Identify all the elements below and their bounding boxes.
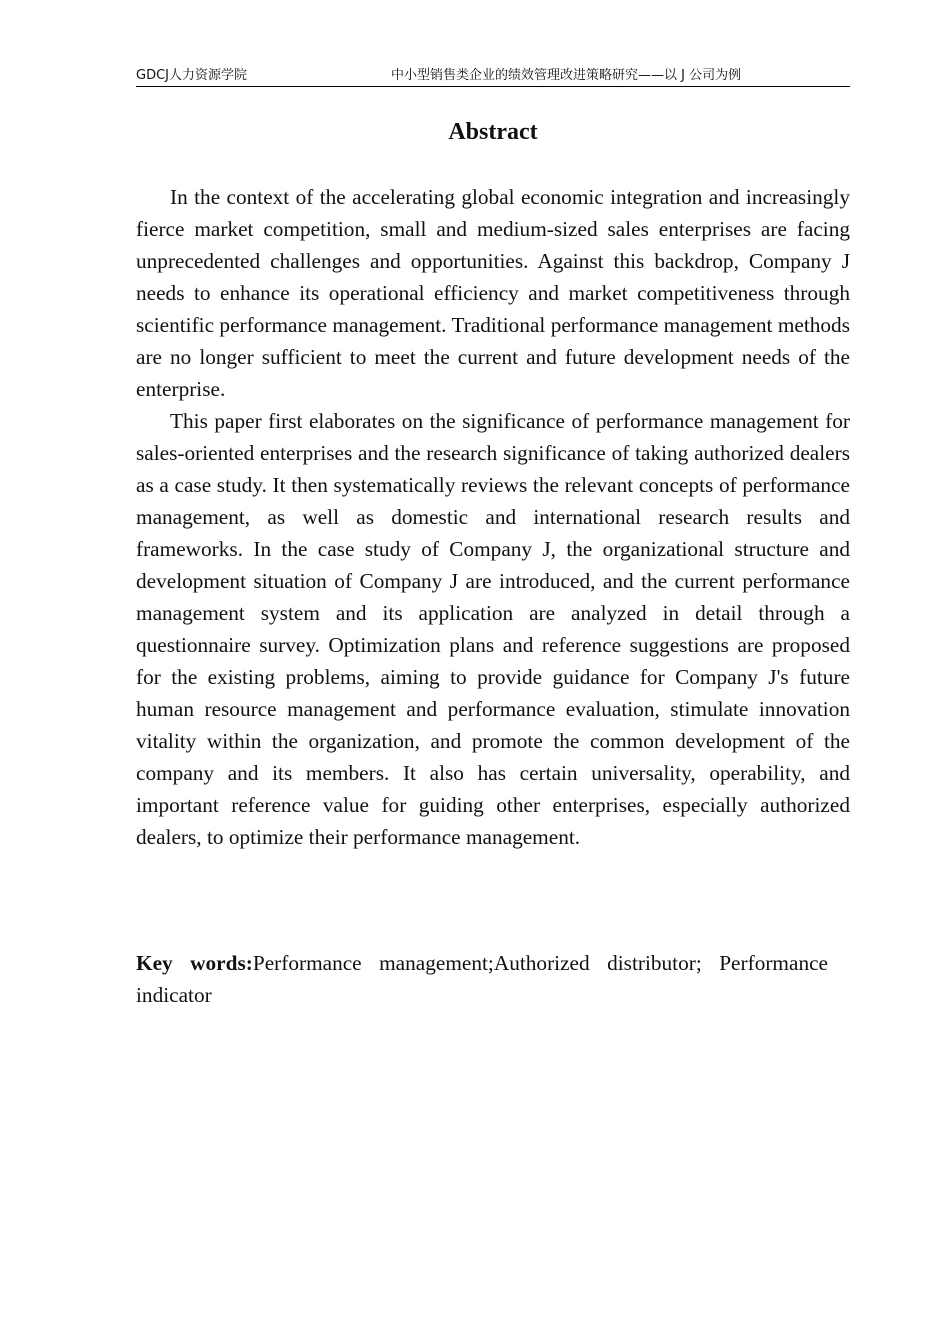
keywords-text: Performance management;Authorized distributor; Performance indicator (136, 951, 828, 1007)
header-institution: GDCJ人力资源学院 (136, 68, 247, 83)
abstract-title: Abstract (448, 119, 538, 145)
abstract-body (136, 181, 850, 853)
page-header (136, 66, 850, 87)
header-thesis-title: 中小型销售类企业的绩效管理改进策略研究——以 J 公司为例 (391, 68, 742, 83)
keywords (136, 947, 828, 1011)
keywords-label: Key words: (136, 951, 253, 975)
abstract-paragraph-2: This paper first elaborates on the significance of performance management for sales-oriented enterprises and the research significance of taking authorized dealers as a case study. It then systematically reviews the relevant concepts of performance management, as well as domestic and international research results and frameworks. In the case study of Company J, the organizational structure and development situation of Company J are introduced, and the current performance management system and its application are analyzed in detail through a questionnaire survey. Optimization plans and reference suggestions are proposed for the existing problems, aiming to provide guidance for Company J's future human resource management and performance evaluation, stimulate innovation vitality within the organization, and promote the common development of the company and its members. It also has certain universality, operability, and important reference value for guiding other enterprises, especially authorized dealers, to optimize their performance management. (136, 409, 850, 849)
abstract-paragraph-1: In the context of the accelerating global economic integration and increasingly fierce market competition, small and medium-sized sales enterprises are facing unprecedented challenges and opportunities. Against this backdrop, Company J needs to enhance its operational efficiency and market competitiveness through scientific performance management. Traditional performance management methods are no longer sufficient to meet the current and future development needs of the enterprise. (136, 185, 850, 401)
